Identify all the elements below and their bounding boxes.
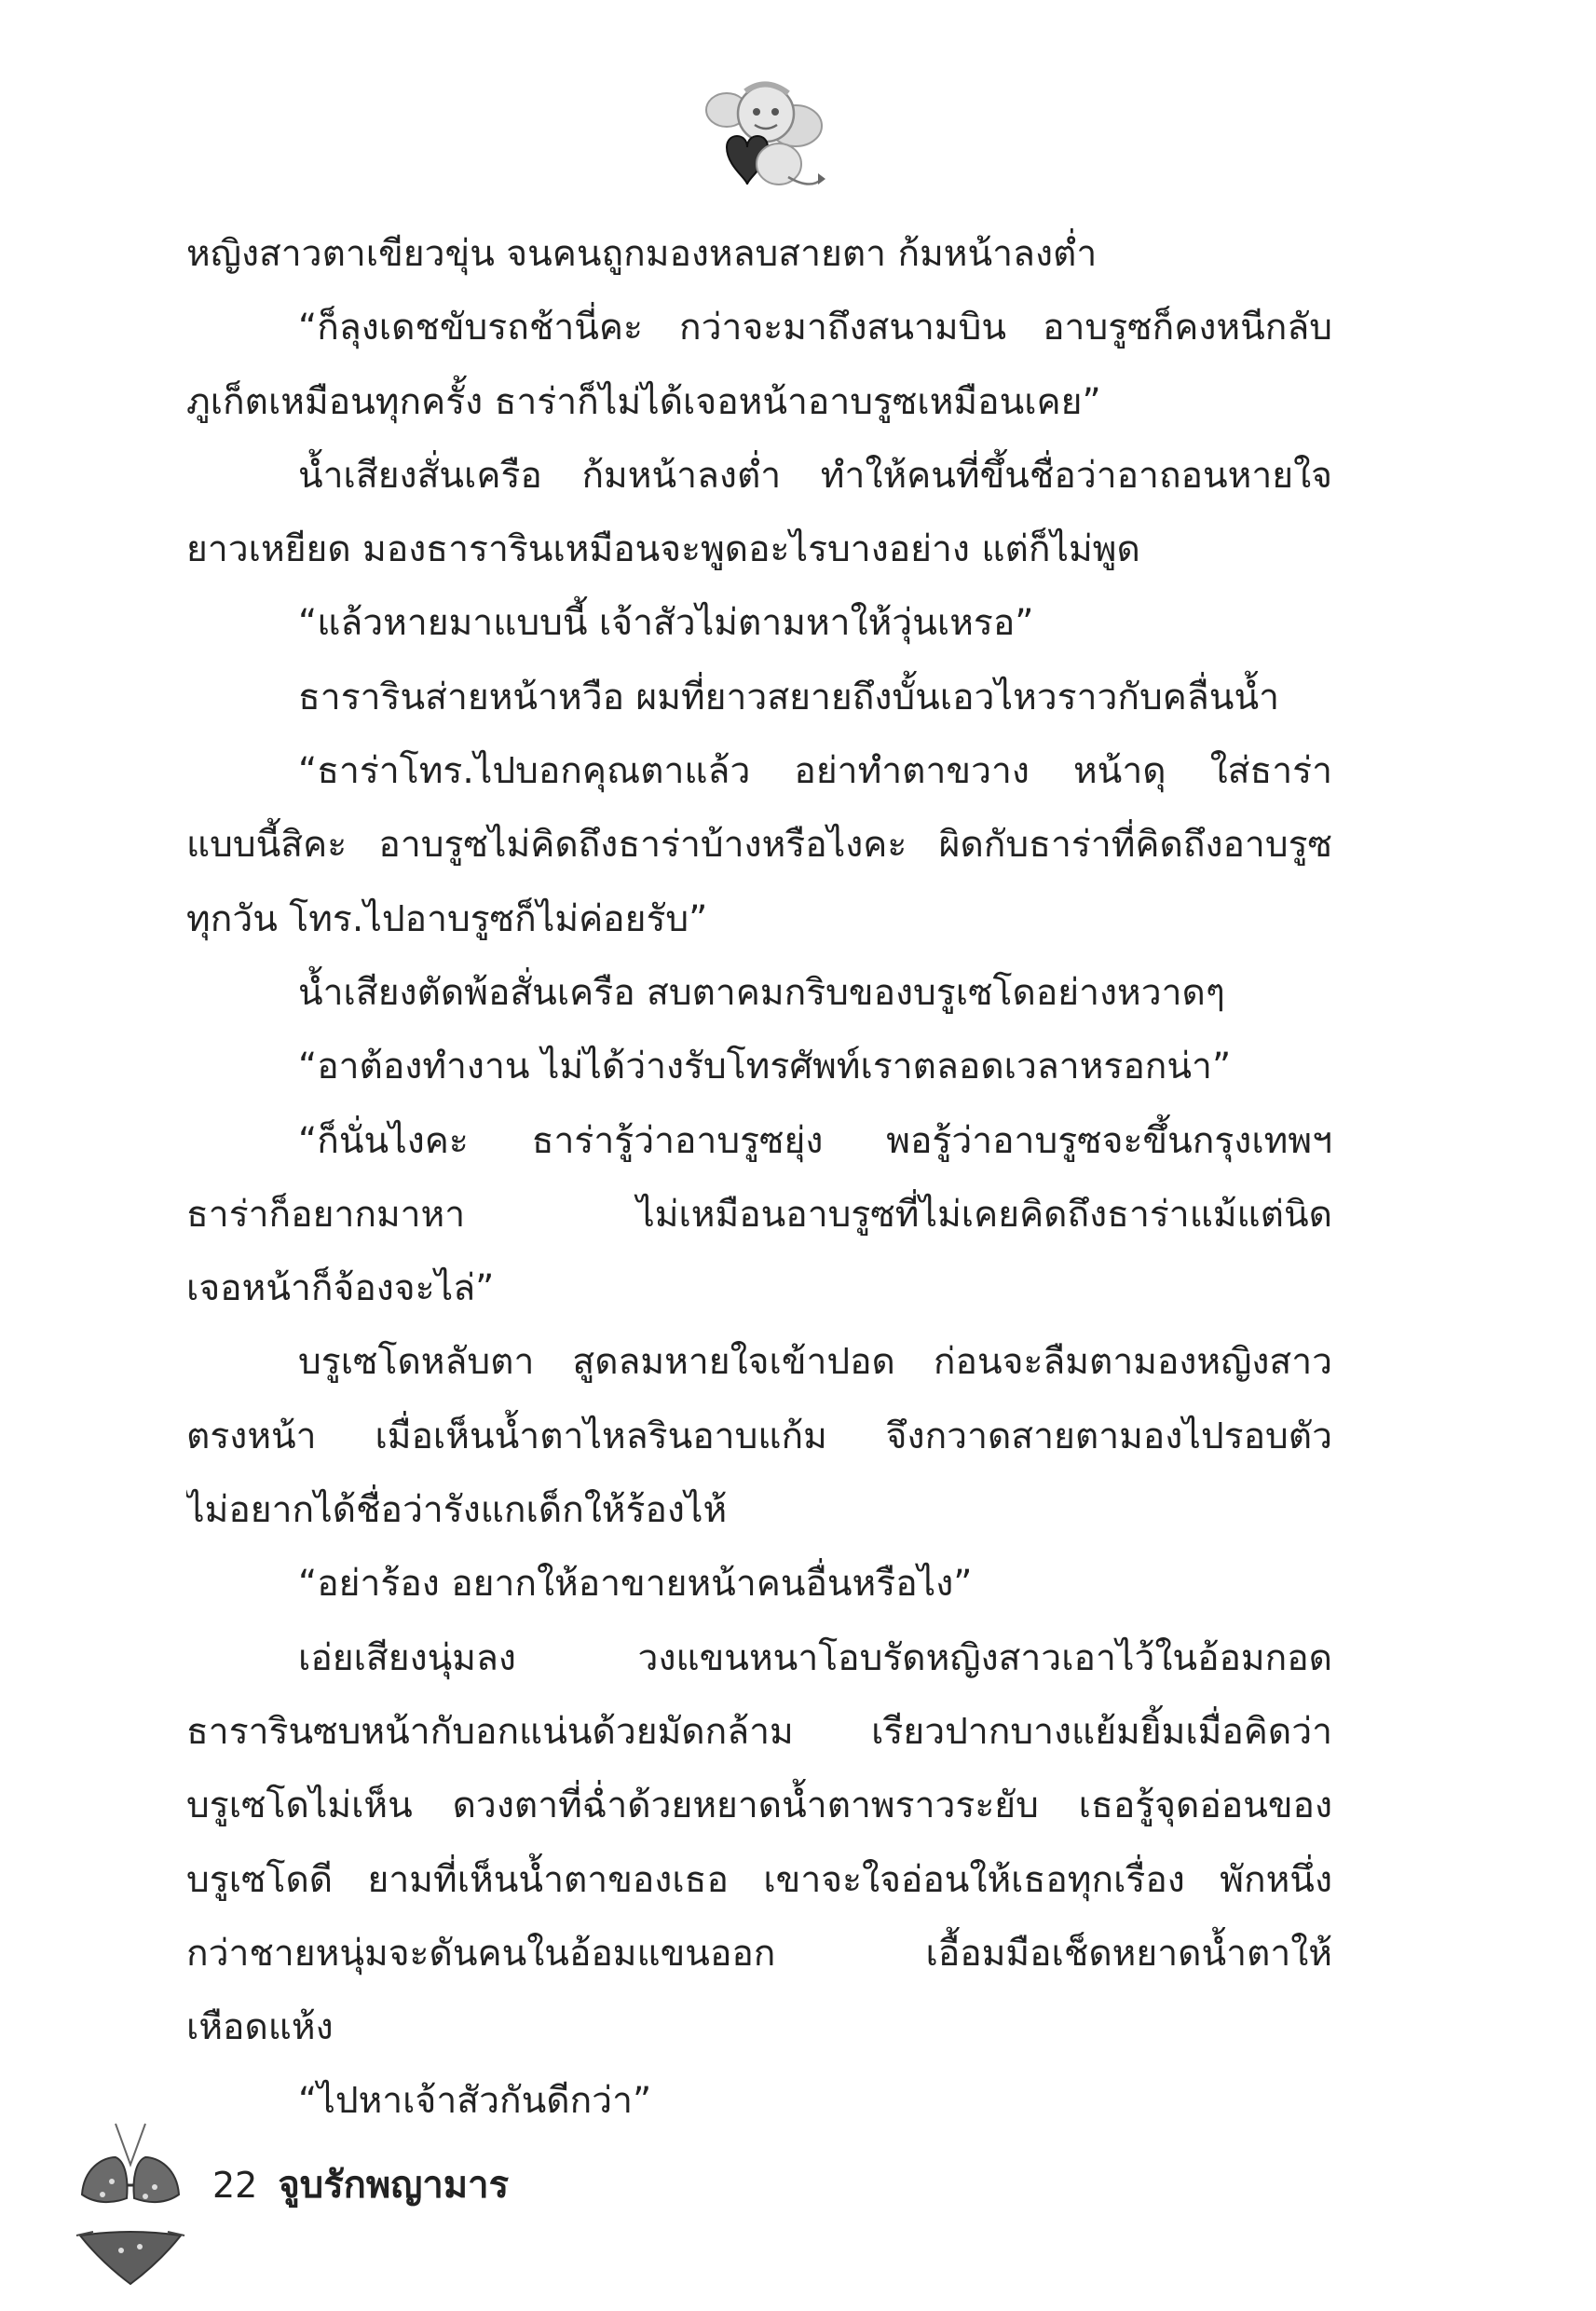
text-line: “อาต้องทำงาน ไม่ได้ว่างรับโทรศัพท์เราตลอดเวลาหรอกน่า”	[298, 1046, 1232, 1088]
text-line: “ก็นั่นไงคะ ธาร่ารู้ว่าอาบรูซยุ่ง พอรู้ว่าอาบรูซจะขึ้นกรุงเทพฯ	[298, 1119, 1332, 1162]
bikini-icon	[75, 2120, 186, 2292]
text-line: ธาร่าก็อยากมาหา ไม่เหมือนอาบรูซที่ไม่เคยคิดถึงธาร่าแม้แต่นิด	[186, 1193, 1332, 1236]
page-number: 22	[212, 2165, 258, 2206]
text-line: “ธาร่าโทร.ไปบอกคุณตาแล้ว อย่าทำตาขวาง หน้าดุ ใส่ธาร่า	[298, 750, 1332, 793]
text-line: บรูเซโดดี ยามที่เห็นน้ำตาของเธอ เขาจะใจอ่อนให้เธอทุกเรื่อง พักหนึ่ง	[186, 1858, 1332, 1901]
text-line: ทุกวัน โทร.ไปอาบรูซก็ไม่ค่อยรับ”	[186, 897, 708, 940]
text-line: “อย่าร้อง อยากให้อาขายหน้าคนอื่นหรือไง”	[298, 1563, 973, 1606]
text-line: “ไปหาเจ้าสัวกันดีกว่า”	[298, 2080, 652, 2123]
text-line: น้ำเสียงสั่นเครือ ก้มหน้าลงต่ำ ทำให้คนที่ขึ้นชื่อว่าอาถอนหายใจ	[298, 454, 1332, 497]
text-line: บรูเซโดหลับตา สูดลมหายใจเข้าปอด ก่อนจะลืมตามองหญิงสาว	[298, 1341, 1332, 1384]
text-line: เจอหน้าก็จ้องจะไล่”	[186, 1267, 495, 1310]
text-line: “แล้วหายมาแบบนี้ เจ้าสัวไม่ตามหาให้วุ่นเหรอ”	[298, 602, 1034, 645]
body-text	[186, 217, 1332, 2139]
text-line: เหือดแห้ง	[186, 2006, 334, 2049]
cupid-heart-icon	[699, 75, 829, 196]
text-line: ตรงหน้า เมื่อเห็นน้ำตาไหลรินอาบแก้ม จึงกวาดสายตามองไปรอบตัว	[186, 1415, 1332, 1457]
text-line: ธารารินซบหน้ากับอกแน่นด้วยมัดกล้าม เรียวปากบางแย้มยิ้มเมื่อคิดว่า	[186, 1710, 1332, 1753]
text-line: แบบนี้สิคะ อาบรูซไม่คิดถึงธาร่าบ้างหรือไงคะ ผิดกับธาร่าที่คิดถึงอาบรูซ	[186, 824, 1332, 867]
text-line: ไม่อยากได้ชื่อว่ารังแกเด็กให้ร้องไห้	[186, 1489, 728, 1532]
text-line: น้ำเสียงตัดพ้อสั่นเครือ สบตาคมกริบของบรูเซโดอย่างหวาดๆ	[298, 971, 1225, 1014]
page-footer	[212, 2143, 509, 2227]
text-line: “ก็ลุงเดชขับรถช้านี่คะ กว่าจะมาถึงสนามบิน อาบรูซก็คงหนีกลับ	[298, 307, 1332, 349]
text-line: กว่าชายหนุ่มจะดันคนในอ้อมแขนออก เอื้อมมือเช็ดหยาดน้ำตาให้	[186, 1932, 1332, 1975]
running-title: จูบรักพญามาร	[278, 2164, 510, 2207]
text-line: ธารารินส่ายหน้าหวือ ผมที่ยาวสยายถึงบั้นเอวไหวราวกับคลื่นน้ำ	[298, 676, 1279, 718]
text-line: ภูเก็ตเหมือนทุกครั้ง ธาร่าก็ไม่ได้เจอหน้าอาบรูซเหมือนเคย”	[186, 380, 1101, 423]
text-line: ยาวเหยียด มองธารารินเหมือนจะพูดอะไรบางอย่าง แต่ก็ไม่พูด	[186, 528, 1140, 571]
text-line: บรูเซโดไม่เห็น ดวงตาที่ฉ่ำด้วยหยาดน้ำตาพราวระยับ เธอรู้จุดอ่อนของ	[186, 1785, 1332, 1827]
text-line: เอ่ยเสียงนุ่มลง วงแขนหนาโอบรัดหญิงสาวเอาไว้ในอ้อมกอด	[298, 1636, 1332, 1679]
text-line: หญิงสาวตาเขียวขุ่น จนคนถูกมองหลบสายตา ก้มหน้าลงต่ำ	[186, 233, 1098, 275]
